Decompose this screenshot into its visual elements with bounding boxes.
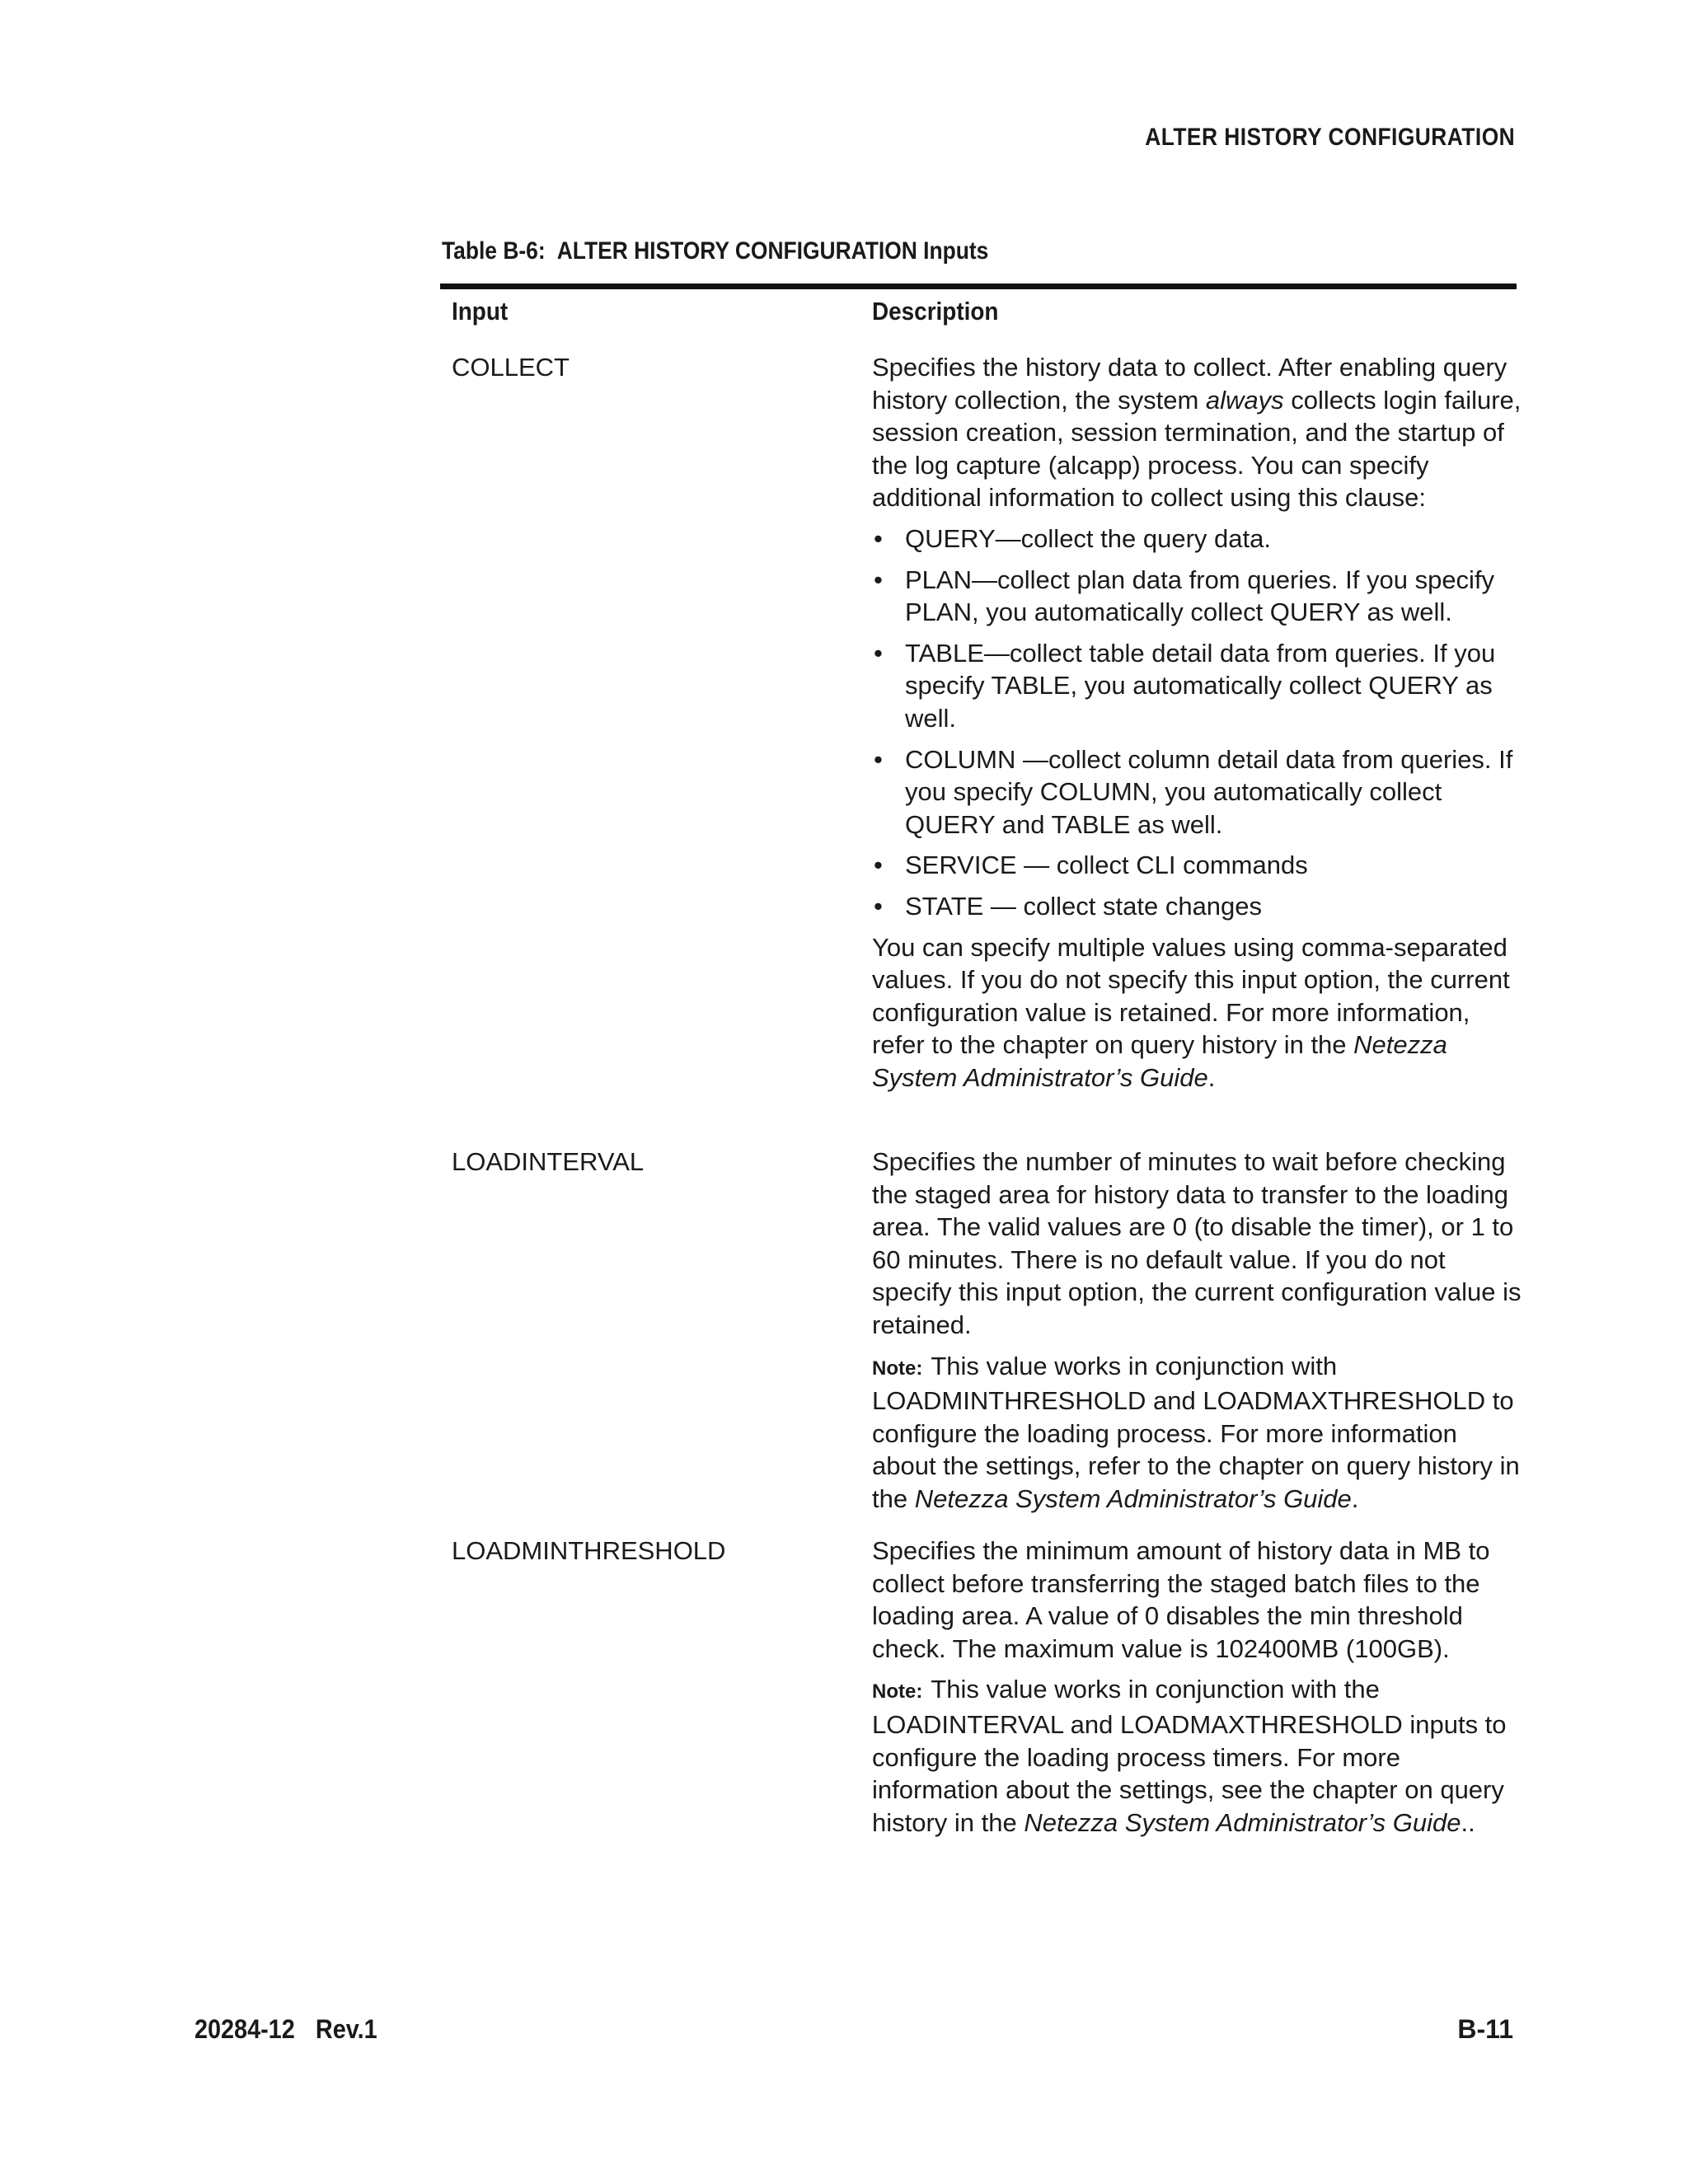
list-item: • QUERY—collect the query data. — [872, 523, 1523, 555]
description-paragraph: Specifies the number of minutes to wait before checking the staged area for history data to transfer to the loading area. The valid values are 0 (to disable the timer), or 1 to 60 minutes. There is no default value. If you do not specify this input option, the current configuration value is retained. — [872, 1147, 1522, 1339]
running-header: ALTER HISTORY CONFIGURATION — [1145, 124, 1515, 151]
guide-title: Netezza System Administrator’s Guide — [1024, 1807, 1461, 1837]
list-item: • TABLE—collect table detail data from queries. If you specify TABLE, you automatically collect QUERY as well. — [874, 638, 1496, 733]
bullet-icon: • — [874, 523, 883, 553]
emphasis: always — [1205, 385, 1284, 415]
guide-title: Netezza System Administrator’s Guide — [872, 1030, 1447, 1092]
bullet-icon: • — [874, 851, 883, 880]
list-item: • COLUMN —collect column detail data from queries. If you specify COLUMN, you automatically collect QUERY and TABLE as well. — [874, 744, 1513, 839]
column-header-input: Input — [452, 297, 509, 326]
row-description-collect — [872, 351, 1523, 1102]
note-paragraph: Note: This value works in conjunction with LOADMINTHRESHOLD and LOADMAXTHRESHOLD to configure the loading process. For more information about the settings, refer to the chapter on query history in the Netezza System Administrator’s Guide. — [872, 1351, 1520, 1513]
table-caption-text: ALTER HISTORY CONFIGURATION Inputs — [556, 237, 989, 265]
document-number: 20284-12 — [195, 2014, 295, 2044]
note-label: Note: — [872, 1680, 923, 1704]
table-caption — [442, 237, 988, 265]
note-label: Note: — [872, 1357, 923, 1380]
footer-document-id — [195, 2014, 377, 2045]
bullet-icon: • — [874, 565, 883, 594]
row-input-collect: COLLECT — [452, 353, 570, 382]
row-description-loadinterval — [872, 1146, 1523, 1524]
note-paragraph: Note: This value works in conjunction with the LOADINTERVAL and LOADMAXTHRESHOLD inputs to configure the loading process timers. For more information about the settings, see the chapter on query history in the Netezza System Administrator’s Guide.. — [872, 1675, 1507, 1837]
guide-title: Netezza System Administrator’s Guide — [914, 1483, 1352, 1513]
description-paragraph: Specifies the minimum amount of history data in MB to collect before transferring the staged batch files to the loading area. A value of 0 disables the min threshold check. The maximum value is 102400MB (100GB). — [872, 1536, 1490, 1663]
table-caption-number: Table B-6: — [442, 237, 546, 265]
bullet-icon: • — [874, 891, 883, 921]
bullet-icon: • — [874, 638, 883, 668]
list-item: • STATE — collect state changes — [872, 890, 1523, 923]
row-input-loadminthreshold: LOADMINTHRESHOLD — [452, 1536, 726, 1565]
list-item: • SERVICE — collect CLI commands — [872, 849, 1523, 882]
row-description-loadminthreshold — [872, 1535, 1523, 1847]
list-item: • PLAN—collect plan data from queries. If you specify PLAN, you automatically collect QUERY as well. — [874, 565, 1495, 627]
revision: Rev.1 — [315, 2014, 377, 2044]
description-paragraph: Specifies the history data to collect. After enabling query history collection, the system always collects login failure, session creation, session termination, and the startup of the log capture (alcapp) process. You can specify additional information to collect using this clause: — [872, 353, 1522, 513]
column-header-description: Description — [872, 297, 999, 326]
collect-options-list — [872, 523, 1523, 923]
description-paragraph: You can specify multiple values using comma-separated values. If you do not specify this input option, the current configuration value is retained. For more information, refer to the chapter on query history in the Netezza System Administrator’s Guide. — [872, 932, 1510, 1092]
bullet-icon: • — [874, 744, 883, 774]
table-top-rule — [440, 284, 1517, 289]
row-input-loadinterval: LOADINTERVAL — [452, 1147, 645, 1176]
page-number: B-11 — [1457, 2014, 1513, 2044]
